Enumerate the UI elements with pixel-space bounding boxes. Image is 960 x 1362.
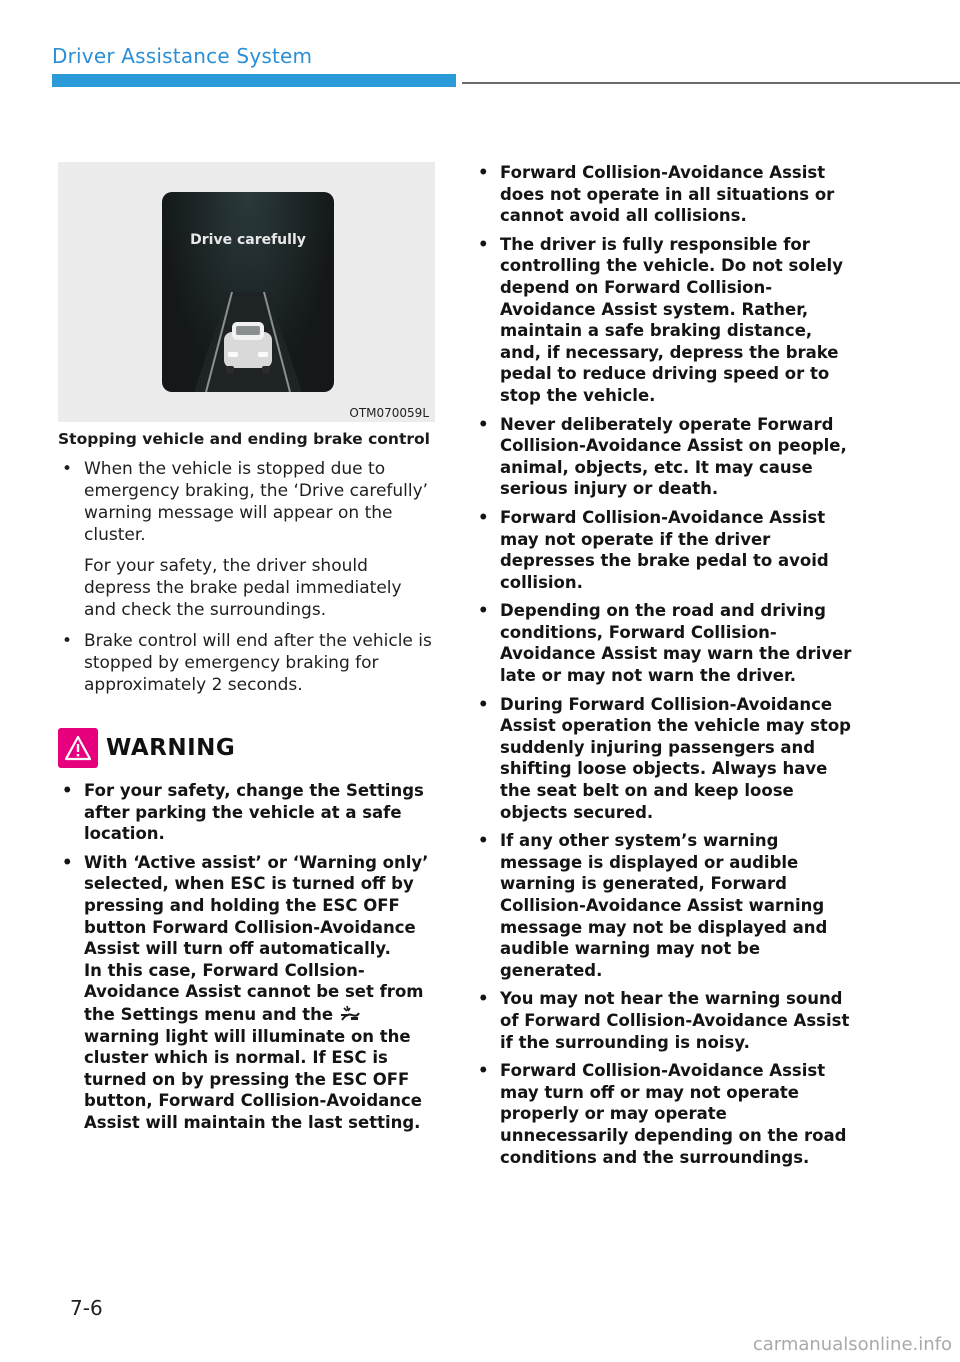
- list-item-text: In this case, Forward Collsion-Avoidance Assist cannot be set from the Settings menu and the: [84, 960, 424, 1024]
- warning-heading: [58, 728, 438, 768]
- list-item-text: Brake control will end after the vehicle is stopped by emergency braking for approximately 2 seconds.: [84, 631, 432, 695]
- section-title: Driver Assistance System: [52, 44, 313, 68]
- warning-label: WARNING: [106, 735, 236, 761]
- left-column: [58, 428, 438, 1141]
- list-item: [474, 414, 854, 500]
- right-column: [474, 162, 854, 1175]
- list-item-text: If any other system’s warning message is displayed or audible warning is generated, Forward Collision-Avoidance Assist warning message may not be displayed and audible warning may not be generated.: [500, 831, 828, 980]
- list-item-text: You may not hear the warning sound of Forward Collision-Avoidance Assist if the surrounding is noisy.: [500, 989, 850, 1052]
- list-item: [474, 830, 854, 981]
- cluster-figure: [58, 162, 435, 422]
- info-list: [58, 458, 438, 696]
- watermark: carmanualsonline.info: [752, 1334, 952, 1355]
- list-item-text: warning light will illuminate on the cluster which is normal. If ESC is turned on by pressing the ESC OFF button, Forward Collision-Avoidance Assist will maintain the last setting.: [84, 1026, 422, 1132]
- list-item: [474, 694, 854, 824]
- list-item: [58, 852, 438, 1134]
- list-item: [474, 162, 854, 227]
- list-item-text: During Forward Collision-Avoidance Assist operation the vehicle may stop suddenly injuring passengers and shifting loose objects. Always have the seat belt on and keep loose objects secured.: [500, 694, 851, 822]
- list-item-text: Forward Collision-Avoidance Assist may not operate if the driver depresses the brake pedal to avoid collision.: [500, 507, 829, 592]
- warning-icon: [58, 728, 98, 768]
- list-item: [58, 630, 438, 696]
- list-item-text: Forward Collision-Avoidance Assist may turn off or may not operate properly or may operate unnecessarily depending on the road conditions and the surroundings.: [500, 1061, 847, 1167]
- page-number: 7-6: [70, 1296, 103, 1320]
- list-item: [58, 458, 438, 621]
- list-item-text: Never deliberately operate Forward Collision-Avoidance Assist on people, animal, objects, etc. It may cause serious injury or death.: [500, 414, 847, 499]
- list-item: [474, 507, 854, 593]
- figure-code: OTM070059L: [349, 406, 429, 420]
- list-item: [474, 1060, 854, 1168]
- road-car-illustration: [162, 192, 334, 392]
- list-item-text: When the vehicle is stopped due to emergency braking, the ‘Drive carefully’ warning message will appear on the cluster.: [84, 459, 429, 545]
- list-item-text: Depending on the road and driving conditions, Forward Collision-Avoidance Assist may warn the driver late or may not warn the driver.: [500, 601, 852, 686]
- header-bar-accent: [52, 74, 456, 87]
- warning-list: [58, 780, 438, 1134]
- list-item-text: Forward Collision-Avoidance Assist does not operate in all situations or cannot avoid all collisions.: [500, 163, 835, 226]
- header-bar-rule: [462, 82, 960, 84]
- cluster-screen: [162, 192, 334, 392]
- subheading: Stopping vehicle and ending brake control: [58, 430, 430, 448]
- collision-warning-icon: [339, 1003, 361, 1023]
- screen-message: Drive carefully: [190, 232, 306, 248]
- list-item-text: The driver is fully responsible for controlling the vehicle. Do not solely depend on Forward Collision-Avoidance Assist system. Rather, maintain a safe braking distance, and, if necessary, depress the brake pedal to reduce driving speed or to stop the vehicle.: [500, 234, 843, 405]
- list-item-note: For your safety, the driver should depress the brake pedal immediately and check the surroundings.: [84, 556, 402, 620]
- list-item: [474, 234, 854, 407]
- list-item-text: For your safety, change the Settings after parking the vehicle at a safe location.: [84, 781, 424, 844]
- list-item: [474, 988, 854, 1053]
- caution-list: [474, 162, 854, 1168]
- list-item-text: With ‘Active assist’ or ‘Warning only’ selected, when ESC is turned off by pressing and holding the ESC OFF button Forward Collision-Avoidance Assist will turn off automatically.: [84, 852, 429, 959]
- list-item: [58, 780, 438, 845]
- list-item: [474, 600, 854, 686]
